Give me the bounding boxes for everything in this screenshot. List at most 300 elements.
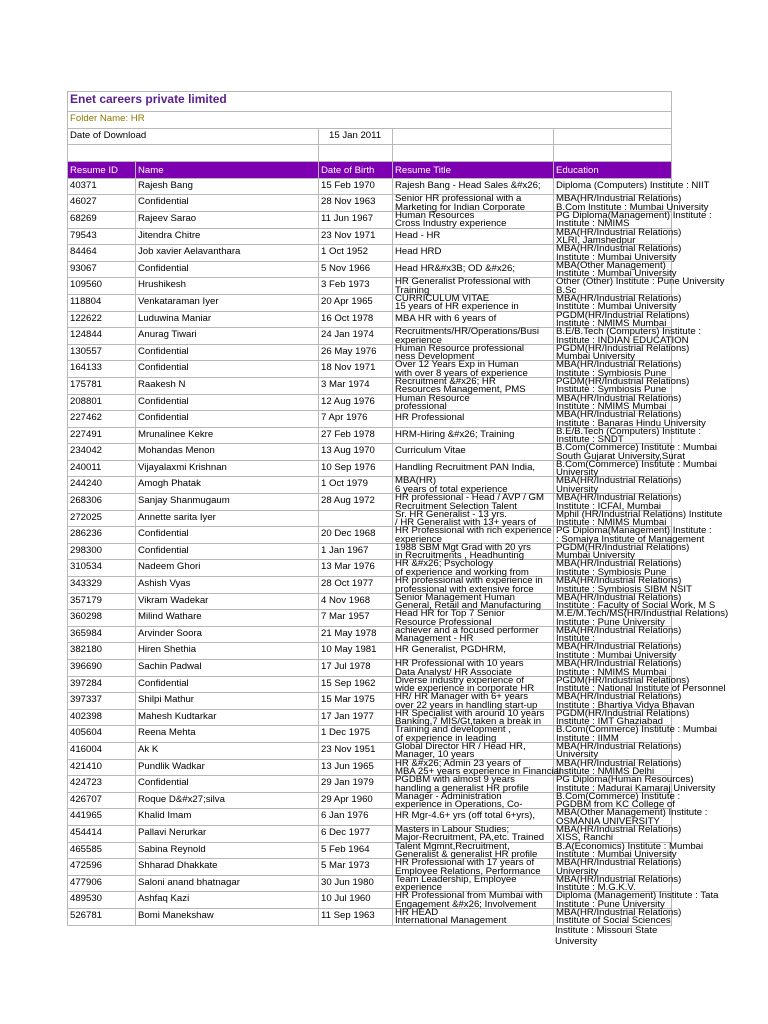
education bbox=[553, 525, 712, 545]
resume-title: HR Generalist, PGDHRM, bbox=[392, 643, 553, 659]
date-of-birth: 23 Nov 1951 bbox=[318, 743, 392, 759]
education-line: PG Diploma(Human Resources) bbox=[556, 774, 694, 786]
resume-title-line: Senior Management Human bbox=[395, 591, 515, 603]
empty-cell bbox=[392, 129, 553, 145]
education-overflow: Institute : Pune University bbox=[556, 898, 665, 910]
header-resume-id: Resume ID bbox=[67, 162, 135, 178]
date-of-birth: 10 May 1981 bbox=[318, 643, 392, 659]
candidate-name: Ashish Vyas bbox=[135, 577, 318, 593]
education bbox=[553, 359, 682, 379]
resume-title bbox=[392, 873, 553, 894]
date-of-birth: 17 Jan 1977 bbox=[318, 710, 392, 726]
education-overflow: Mumbai University bbox=[556, 351, 635, 363]
education-line: MBA(HR/Industrial Relations) bbox=[556, 906, 682, 918]
date-of-birth: 3 Feb 1973 bbox=[318, 278, 392, 294]
resume-title-overflow: wide experience in corporate HR bbox=[395, 683, 535, 695]
resume-title-overflow: ness Development bbox=[395, 351, 475, 363]
candidate-name: Mahesh Kudtarkar bbox=[135, 710, 318, 726]
resume-title bbox=[392, 278, 553, 294]
date-of-birth: 10 Jul 1960 bbox=[318, 892, 392, 908]
date-of-birth: 30 Jun 1980 bbox=[318, 876, 392, 892]
date-of-birth: 15 Mar 1975 bbox=[318, 693, 392, 709]
date-of-birth: 1 Dec 1975 bbox=[318, 726, 392, 742]
resume-title bbox=[392, 342, 553, 363]
resume-title: Head - HR bbox=[392, 229, 553, 245]
date-of-birth: 4 Nov 1968 bbox=[318, 594, 392, 610]
resume-title-line: HR professional - Head / AVP / GM bbox=[395, 492, 544, 504]
education bbox=[553, 492, 682, 512]
education-line: MBA(HR/Industrial Relations) bbox=[556, 359, 682, 371]
resume-title bbox=[392, 209, 553, 230]
education bbox=[553, 873, 682, 894]
date-of-birth: 6 Dec 1977 bbox=[318, 826, 392, 842]
education bbox=[553, 276, 725, 296]
resume-title-line: Human Resource bbox=[395, 392, 470, 404]
resume-id: 109560 bbox=[67, 278, 135, 294]
resume-title-overflow: Resources Management, PMS bbox=[395, 384, 526, 396]
resume-title-line: Over 12 Years Exp in Human bbox=[395, 359, 519, 371]
education bbox=[553, 906, 682, 927]
education-line: MBA(HR/Industrial Relations) bbox=[556, 857, 682, 869]
resume-title-overflow: experience in Operations, Co- bbox=[395, 799, 523, 811]
resume-title bbox=[392, 560, 553, 576]
education-overflow: University bbox=[556, 865, 599, 877]
education-overflow: Institute : NMIMS Mumbai bbox=[556, 318, 667, 330]
resume-title-line: Manager - Administration bbox=[395, 790, 502, 802]
education-line: MBA(HR/Industrial Relations) bbox=[556, 475, 682, 487]
candidate-name: Anurag Tiwari bbox=[135, 328, 318, 344]
resume-id: 454414 bbox=[67, 826, 135, 842]
education-overflow: XISS, Ranchi bbox=[556, 832, 614, 844]
education-overflow: Institute : Madurai Kamaraj University bbox=[556, 782, 716, 794]
resume-title-line: HR Specialist with around 10 years bbox=[395, 707, 545, 719]
download-label: Date of Download bbox=[67, 129, 318, 145]
candidate-name: Sachin Padwal bbox=[135, 660, 318, 676]
candidate-name: Rajesh Bang bbox=[135, 179, 318, 195]
date-of-birth: 26 May 1976 bbox=[318, 345, 392, 361]
resume-title bbox=[392, 707, 553, 728]
resume-id: 472596 bbox=[67, 859, 135, 875]
education-overflow: Institute : M.G.K.V. bbox=[556, 882, 636, 894]
candidate-name: Mohandas Menon bbox=[135, 444, 318, 460]
education bbox=[553, 774, 716, 794]
resume-title-line: HR Professional with rich experience bbox=[395, 525, 552, 537]
education bbox=[553, 226, 682, 247]
resume-title bbox=[392, 624, 553, 645]
candidate-name: Saloni anand bhatnagar bbox=[135, 876, 318, 892]
education-overflow: Institute : Symbiosis Pune bbox=[556, 367, 667, 379]
date-of-birth: 17 Jul 1978 bbox=[318, 660, 392, 676]
resume-id: 441965 bbox=[67, 809, 135, 825]
education bbox=[553, 591, 716, 612]
education bbox=[553, 641, 682, 661]
education bbox=[553, 707, 690, 728]
candidate-name: Ashfaq Kazi bbox=[135, 892, 318, 908]
education-overflow: XLRI, Jamshedpur bbox=[556, 235, 636, 247]
resume-title: MBA HR with 6 years of bbox=[392, 312, 553, 328]
resume-title-overflow: professional bbox=[395, 401, 447, 412]
education bbox=[553, 193, 709, 213]
date-of-birth: 7 Mar 1957 bbox=[318, 610, 392, 626]
resume-id: 489530 bbox=[67, 892, 135, 908]
education-overflow: Institute : Pune University bbox=[556, 616, 665, 628]
candidate-name: Confidential bbox=[135, 411, 318, 427]
education-line: MBA(Other Management) bbox=[556, 259, 666, 271]
resume-title bbox=[392, 477, 553, 493]
education-line: B.Com(Commerce) Institute : Mumbai bbox=[556, 442, 717, 454]
resume-title bbox=[392, 892, 553, 908]
table-header bbox=[67, 162, 672, 179]
resume-id: 234042 bbox=[67, 444, 135, 460]
resume-id: 227491 bbox=[67, 428, 135, 444]
resume-title-line: HR Professional with 10 years bbox=[395, 658, 524, 669]
education bbox=[553, 342, 690, 363]
spreadsheet bbox=[67, 91, 729, 947]
resume-title bbox=[392, 375, 553, 396]
resume-title-overflow: / HR Generalist with 13+ years of bbox=[395, 517, 537, 529]
education-overflow: Institute : IMT Ghaziabad bbox=[556, 716, 664, 728]
resume-title-line: Team Leadership, Employee bbox=[395, 873, 517, 885]
education bbox=[553, 558, 682, 578]
date-of-birth: 6 Jan 1976 bbox=[318, 809, 392, 825]
company-name: Enet careers private limited bbox=[67, 92, 672, 111]
date-of-birth: 24 Jan 1974 bbox=[318, 328, 392, 344]
education bbox=[553, 259, 677, 280]
resume-title bbox=[392, 541, 553, 562]
education-line: MBA(HR/Industrial Relations) bbox=[556, 575, 682, 587]
empty-cell bbox=[392, 145, 553, 161]
education-overflow: : Somaiya Institute of Management bbox=[556, 533, 705, 545]
education bbox=[553, 458, 717, 479]
education-overflow: Institute : NMIMS bbox=[556, 218, 630, 230]
education-overflow: Mumbai University bbox=[556, 550, 635, 562]
candidate-name: Confidential bbox=[135, 195, 318, 211]
education-line: PGDM(HR/Industrial Relations) bbox=[556, 309, 690, 321]
header-resume-title: Resume Title bbox=[392, 162, 553, 178]
resume-title-overflow: Manager, 10 years bbox=[395, 749, 475, 761]
education-line: Other (Other) Institute : Pune University bbox=[556, 276, 725, 288]
date-of-birth: 18 Nov 1971 bbox=[318, 361, 392, 377]
education-line: B.A(Economics) Institute : Mumbai bbox=[556, 840, 704, 852]
candidate-name: Arvinder Soora bbox=[135, 627, 318, 643]
education-overflow: Institute : ICFAI, Mumbai bbox=[556, 500, 662, 512]
table-row bbox=[67, 375, 690, 396]
date-of-birth: 5 Mar 1973 bbox=[318, 859, 392, 875]
resume-title bbox=[392, 577, 553, 593]
education-overflow: Institute : Mumbai University bbox=[556, 301, 677, 313]
education-line: MBA(HR/Industrial Relations) bbox=[556, 226, 682, 238]
resume-title-line: Diverse industry experience of bbox=[395, 674, 525, 686]
education-overflow: B.Com Institute : Mumbai University bbox=[556, 201, 709, 213]
resume-title-overflow: Engagement &#x26; Involvement bbox=[395, 898, 537, 910]
resume-title-line: MBA(HR) bbox=[395, 475, 437, 487]
resume-id: 405604 bbox=[67, 726, 135, 742]
resume-title bbox=[392, 361, 553, 377]
date-of-birth: 13 Jun 1965 bbox=[318, 760, 392, 776]
empty-cell bbox=[318, 145, 392, 161]
education-line: B.Com(Commerce) Institute : Mumbai bbox=[556, 458, 717, 470]
company-row bbox=[67, 91, 672, 112]
resume-title-overflow: Management - HR bbox=[395, 633, 474, 645]
education-line: MBA(HR/Industrial Relations) bbox=[556, 292, 682, 304]
education-overflow: Institute : NMIMS Delhi bbox=[556, 766, 655, 778]
resume-id: 382180 bbox=[67, 643, 135, 659]
resume-title-overflow: Banking,7 MIS/Gt,taken a break in bbox=[395, 716, 542, 728]
resume-title: HR Professional bbox=[392, 411, 553, 427]
education-line: MBA(HR/Industrial Relations) bbox=[556, 409, 682, 421]
candidate-name: Roque D&#x27;silva bbox=[135, 793, 318, 809]
date-of-birth: 28 Aug 1972 bbox=[318, 494, 392, 510]
resume-id: 124844 bbox=[67, 328, 135, 344]
resume-title-overflow: 6 years of total experience bbox=[395, 483, 508, 495]
education-overflow: Institute : Faculty of Social Work, M S bbox=[556, 600, 716, 612]
resume-title bbox=[392, 693, 553, 709]
date-of-birth: 11 Jun 1967 bbox=[318, 212, 392, 228]
education-overflow: Institute : Mumbai University bbox=[556, 849, 677, 861]
education bbox=[553, 292, 682, 313]
resume-title bbox=[392, 823, 553, 844]
candidate-name: Reena Mehta bbox=[135, 726, 318, 742]
date-of-birth: 12 Aug 1976 bbox=[318, 395, 392, 411]
education bbox=[553, 475, 682, 495]
education-line: B.E/B.Tech (Computers) Institute : bbox=[556, 326, 702, 338]
date-of-birth: 1 Jan 1967 bbox=[318, 544, 392, 560]
education bbox=[553, 409, 706, 429]
education-line: MBA(HR/Industrial Relations) bbox=[556, 624, 682, 636]
resume-title bbox=[392, 292, 553, 313]
education bbox=[553, 375, 690, 396]
resume-title-overflow: Major-Recruitment, PA,etc. Trained bbox=[395, 832, 545, 844]
education-overflow: Institute : Symbiosis SIBM NSIT bbox=[556, 583, 692, 595]
education bbox=[553, 624, 682, 645]
resume-id: 465585 bbox=[67, 843, 135, 859]
resume-title-overflow: Recruitment Selection Talent bbox=[395, 500, 517, 512]
date-of-birth: 5 Feb 1964 bbox=[318, 843, 392, 859]
resume-title: HR Mgr-4.6+ yrs (off total 6+yrs), bbox=[392, 809, 553, 825]
folder-row bbox=[67, 112, 672, 129]
date-of-birth: 23 Nov 1971 bbox=[318, 229, 392, 245]
education-overflow: South Gujarat University,Surat bbox=[556, 450, 685, 462]
education-line: PG Diploma(Management) Institute : bbox=[556, 525, 712, 537]
education bbox=[553, 392, 682, 412]
date-of-birth: 21 May 1978 bbox=[318, 627, 392, 643]
education-overflow: Institute : Mumbai University bbox=[556, 268, 677, 280]
resume-title-line: Human Resource professional bbox=[395, 342, 525, 354]
education-line: MBA(HR/Industrial Relations) bbox=[556, 243, 682, 255]
resume-title-overflow: experience bbox=[395, 533, 442, 545]
education-overflow: Institute : NMIMS Mumbai bbox=[556, 666, 667, 678]
education-overflow: Institute : INDIAN EDUCATION bbox=[556, 334, 689, 346]
education-overflow: University bbox=[556, 483, 599, 495]
resume-title-line: Recruitment &#x26; HR bbox=[395, 375, 496, 387]
education-line: Diploma (Management) Institute : Tata bbox=[556, 890, 719, 902]
resume-title bbox=[392, 610, 553, 626]
resume-title: Head HRD bbox=[392, 245, 553, 261]
resume-title bbox=[392, 840, 553, 861]
resume-title-overflow: General, Retail and Manufacturing bbox=[395, 600, 542, 612]
date-of-birth: 1 Oct 1952 bbox=[318, 245, 392, 261]
education-overflow: Institute : NMIMS Mumbai bbox=[556, 401, 667, 412]
date-of-birth: 20 Apr 1965 bbox=[318, 295, 392, 311]
resume-id: 244240 bbox=[67, 477, 135, 493]
resume-title-line: Human Resources bbox=[395, 209, 475, 221]
resume-id: 79543 bbox=[67, 229, 135, 245]
resume-title-line: HR professional with experience in bbox=[395, 575, 543, 587]
resume-title-overflow: International Management bbox=[395, 915, 507, 927]
education bbox=[553, 575, 692, 595]
resume-title bbox=[392, 527, 553, 543]
date-of-birth: 3 Mar 1974 bbox=[318, 378, 392, 394]
education-line: M.E/M.Tech/MS(HR/Industrial Relations) bbox=[556, 608, 729, 620]
candidate-name: Amogh Phatak bbox=[135, 477, 318, 493]
education-line: Mphil (HR/Industrial Relations) Institute bbox=[556, 508, 723, 520]
resume-title bbox=[392, 392, 553, 412]
candidate-name: Bomi Manekshaw bbox=[135, 909, 318, 925]
education bbox=[553, 209, 712, 230]
resume-title-line: HR &#x26; Psychology bbox=[395, 558, 494, 570]
resume-title bbox=[392, 508, 553, 529]
candidate-name: Jitendra Chitre bbox=[135, 229, 318, 245]
resume-id: 424723 bbox=[67, 776, 135, 792]
education-line: PGDM(HR/Industrial Relations) bbox=[556, 342, 690, 354]
resume-id: 268306 bbox=[67, 494, 135, 510]
resume-title: Head HR&#x3B; OD &#x26; bbox=[392, 262, 553, 278]
date-of-birth: 20 Dec 1968 bbox=[318, 527, 392, 543]
candidate-name: Luduwina Maniar bbox=[135, 312, 318, 328]
date-of-birth: 11 Sep 1963 bbox=[318, 909, 392, 925]
resume-id: 40371 bbox=[67, 179, 135, 195]
resume-title bbox=[392, 591, 553, 612]
education bbox=[553, 823, 682, 844]
education-line: PGDM(HR/Industrial Relations) bbox=[556, 707, 690, 719]
empty-row bbox=[67, 145, 672, 162]
date-of-birth: 15 Sep 1962 bbox=[318, 677, 392, 693]
education: Diploma (Computers) Institute : NIIT bbox=[553, 179, 672, 195]
trailing-text: Institute : Missouri State University bbox=[555, 924, 658, 947]
resume-id: 68269 bbox=[67, 212, 135, 228]
candidate-name: Confidential bbox=[135, 345, 318, 361]
resume-title bbox=[392, 906, 553, 927]
resume-id: 343329 bbox=[67, 577, 135, 593]
resume-id: 357179 bbox=[67, 594, 135, 610]
candidate-name: Confidential bbox=[135, 527, 318, 543]
resume-title-line: Global Director HR / Head HR, bbox=[395, 740, 526, 752]
education-line: MBA(HR/Industrial Relations) bbox=[556, 757, 682, 769]
candidate-name: Pundlik Wadkar bbox=[135, 760, 318, 776]
candidate-name: Ak K bbox=[135, 743, 318, 759]
education bbox=[553, 442, 717, 462]
resume-title bbox=[392, 726, 553, 742]
resume-id: 130557 bbox=[67, 345, 135, 361]
education bbox=[553, 807, 708, 827]
resume-id: 227462 bbox=[67, 411, 135, 427]
header-education: Education bbox=[553, 162, 672, 178]
resume-title-line: Senior HR professional with a bbox=[395, 193, 522, 205]
resume-title-overflow: Cross Industry experience bbox=[395, 218, 507, 230]
education bbox=[553, 608, 729, 628]
empty-cell bbox=[67, 145, 318, 161]
resume-title-line: Masters in Labour Studies; bbox=[395, 823, 510, 835]
resume-id: 118804 bbox=[67, 295, 135, 311]
education-overflow: Institute : Symbiosis Pune bbox=[556, 566, 667, 578]
education bbox=[553, 724, 717, 744]
education-line: MBA(HR/Industrial Relations) bbox=[556, 392, 682, 404]
resume-title-overflow: Data Analyst/ HR Associate bbox=[395, 666, 512, 678]
candidate-name: Confidential bbox=[135, 361, 318, 377]
education bbox=[553, 691, 695, 711]
resume-title-overflow: over 22 years in handling start-up bbox=[395, 699, 538, 711]
candidate-name: Confidential bbox=[135, 776, 318, 792]
resume-title-line: HR &#x26; Admin 23 years of bbox=[395, 757, 521, 769]
education bbox=[553, 425, 702, 446]
candidate-name: Sanjay Shanmugaum bbox=[135, 494, 318, 510]
candidate-name: Nadeem Ghori bbox=[135, 560, 318, 576]
education-overflow: Institute : National Institute of Personnel bbox=[556, 683, 726, 695]
candidate-name: Vikram Wadekar bbox=[135, 594, 318, 610]
education-line: B.Com(Commerce) Institute : Mumbai bbox=[556, 724, 717, 736]
date-of-birth: 28 Oct 1977 bbox=[318, 577, 392, 593]
resume-id: 526781 bbox=[67, 909, 135, 925]
resume-title-overflow: 15 years of HR experience in bbox=[395, 301, 519, 313]
education-line: MBA(HR/Industrial Relations) bbox=[556, 873, 682, 885]
education-overflow: Institute : NMIMS Mumbai bbox=[556, 517, 667, 529]
resume-title-overflow: professional with extensive force bbox=[395, 583, 534, 595]
education bbox=[553, 326, 702, 346]
education-line: B.Com(Commerce) Institute : bbox=[556, 790, 681, 802]
resume-id: 298300 bbox=[67, 544, 135, 560]
education-overflow: Institute : Mumbai University bbox=[556, 251, 677, 263]
empty-cell bbox=[553, 145, 672, 161]
education-overflow: University bbox=[556, 467, 599, 479]
candidate-name: Pallavi Nerurkar bbox=[135, 826, 318, 842]
table-row bbox=[67, 906, 682, 927]
resume-id: 93067 bbox=[67, 262, 135, 278]
date-of-birth: 16 Oct 1978 bbox=[318, 312, 392, 328]
education-line: PGDM(HR/Industrial Relations) bbox=[556, 375, 690, 387]
resume-title-line: achiever and a focused performer bbox=[395, 624, 539, 636]
header-name: Name bbox=[135, 162, 318, 178]
education-overflow: University bbox=[556, 749, 599, 761]
candidate-name: Confidential bbox=[135, 677, 318, 693]
resume-id: 164133 bbox=[67, 361, 135, 377]
education bbox=[553, 740, 682, 761]
candidate-name: Shharad Dhakkate bbox=[135, 859, 318, 875]
resume-title-line: HR Professional with 17 years of bbox=[395, 857, 535, 869]
download-date: 15 Jan 2011 bbox=[318, 129, 392, 145]
resume-title-line: CURRICULUM VITAE bbox=[395, 292, 490, 304]
education-line: MBA(HR/Industrial Relations) bbox=[556, 740, 682, 752]
candidate-name: Raakesh N bbox=[135, 378, 318, 394]
resume-title-line: 1988 SBM Mgt Grad with 20 yrs bbox=[395, 541, 531, 553]
resume-id: 397337 bbox=[67, 693, 135, 709]
date-of-birth: 10 Sep 1976 bbox=[318, 461, 392, 477]
date-of-birth: 15 Feb 1970 bbox=[318, 179, 392, 195]
candidate-name: Job xavier Aelavanthara bbox=[135, 245, 318, 261]
resume-title bbox=[392, 494, 553, 510]
header-dob: Date of Birth bbox=[318, 162, 392, 178]
date-of-birth: 7 Apr 1976 bbox=[318, 411, 392, 427]
candidate-name: Milind Wathare bbox=[135, 610, 318, 626]
resume-title bbox=[392, 660, 553, 676]
candidate-name: Rajeev Sarao bbox=[135, 212, 318, 228]
resume-title bbox=[392, 790, 553, 811]
date-of-birth: 29 Apr 1960 bbox=[318, 793, 392, 809]
resume-title-overflow: experience bbox=[395, 334, 442, 346]
resume-title-overflow: of experience and working from bbox=[395, 566, 529, 578]
resume-id: 396690 bbox=[67, 660, 135, 676]
education-line: MBA(HR/Industrial Relations) bbox=[556, 591, 682, 603]
education-overflow: PGDBM from KC College of bbox=[556, 799, 675, 811]
